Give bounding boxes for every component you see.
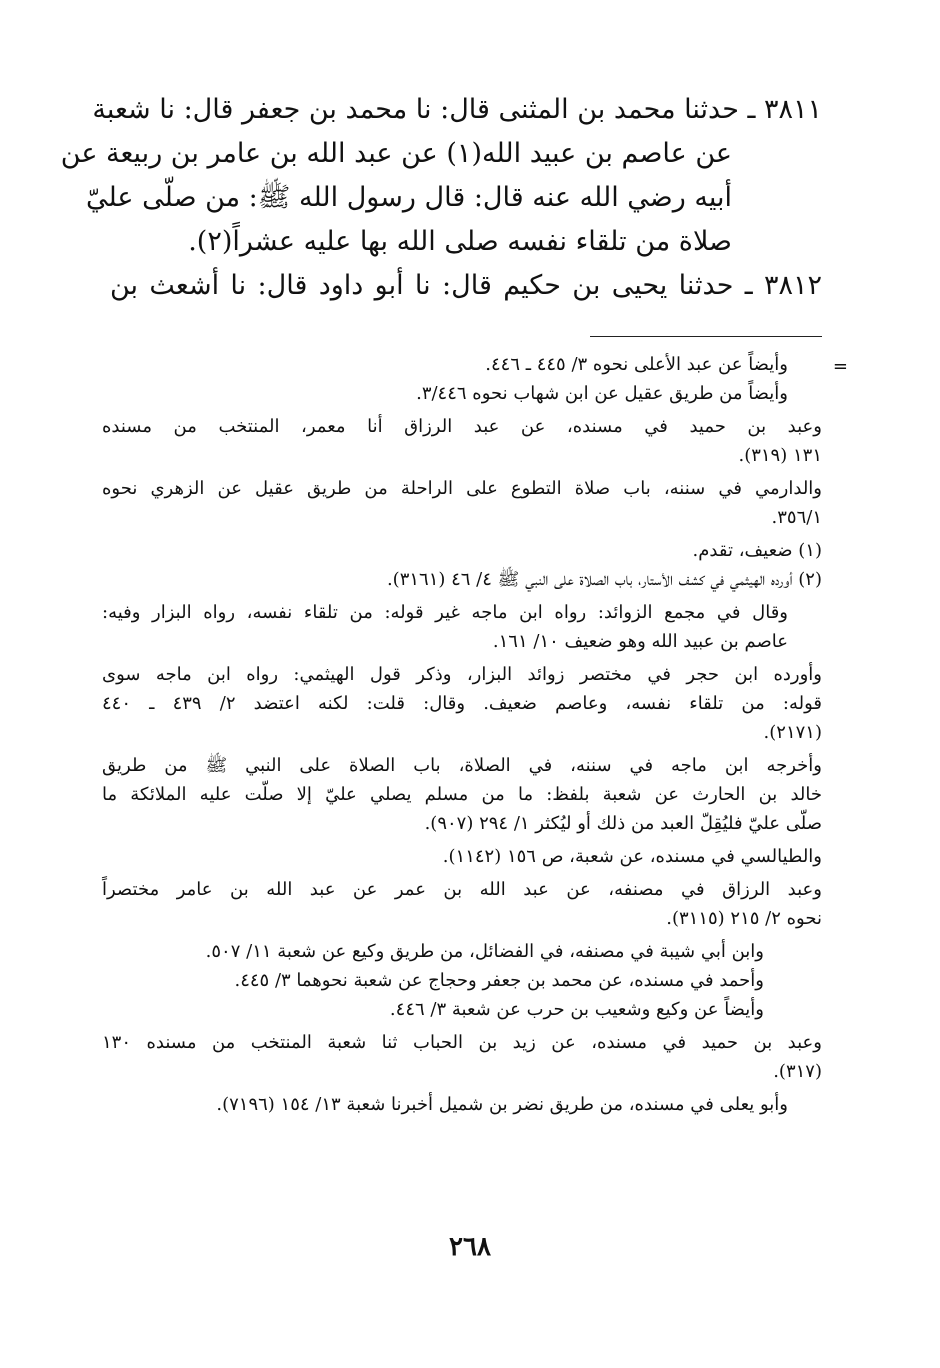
footnote-line: وأبو يعلى في مسنده، من طريق نضر بن شميل أخبرنا شعبة ١٣/ ١٥٤ (٧١٩٦). <box>216 1094 788 1115</box>
footnote-line: (٣١٧). <box>773 1061 822 1082</box>
footnote-line: قوله: من تلقاء نفسه، وعاصم ضعيف. وقال: قلت: لكنه اعتضد ٢/ ٤٣٩ ـ ٤٤٠ <box>102 693 822 714</box>
footnote-line: وأيضاً عن عبد الأعلى نحوه ٣/ ٤٤٥ ـ ٤٤٦. <box>485 354 788 375</box>
footnote-line: وقال في مجمع الزوائد: رواه ابن ماجه غير قوله: من تلقاء نفسه، رواه البزار وفيه: <box>102 602 788 623</box>
footnote-line: خالد بن الحارث عن شعبة بلفظ: ما من مسلم يصلي عليّ إلا صلّت عليه الملائكة ما <box>102 784 822 805</box>
footnote-line: صلّى عليّ فليُقِلّ العبد من ذلك أو ليُكثر ١/ ٢٩٤ (٩٠٧). <box>424 813 822 834</box>
footnote-divider <box>590 336 822 337</box>
hadith-3812-line-1: ٣٨١٢ ـ حدثنا يحيى بن حكيم قال: نا أبو داود قال: نا أشعث بن <box>110 270 822 301</box>
page-number: ٢٦٨ <box>449 1232 491 1262</box>
continuation-mark: = <box>832 356 848 377</box>
footnote-line: (٢١٧١). <box>763 722 822 743</box>
footnote-line: عاصم بن عبيد الله وهو ضعيف ١٠/ ١٦١. <box>492 631 788 652</box>
footnote-1: (١) ضعيف، تقدم. <box>692 540 822 561</box>
footnotes <box>102 350 822 1119</box>
hadith-3811-line-1: ٣٨١١ ـ حدثنا محمد بن المثنى قال: نا محمد بن جعفر قال: نا شعبة <box>92 94 822 125</box>
footnote-line: وأيضاً عن وكيع وشعيب بن حرب عن شعبة ٣/ ٤٤٦. <box>389 999 764 1020</box>
hadith-3811-line-2: عن عاصم بن عبيد الله(١) عن عبد الله بن عامر بن ربيعة عن <box>60 138 732 169</box>
footnote-line: وأورده ابن حجر في مختصر زوائد البزار، وذكر قول الهيثمي: رواه ابن ماجه سوى <box>102 664 822 685</box>
footnote-line: وأحمد في مسنده، عن محمد بن جعفر وحجاج عن شعبة نحوهما ٣/ ٤٤٥. <box>234 970 764 991</box>
footnote-line: وعبد بن حميد في مسنده، عن عبد الرزاق أنا معمر، المنتخب من مسنده <box>102 416 822 437</box>
footnote-line: وعبد الرزاق في مصنفه، عن عبد الله بن عمر عن عبد الله بن عامر مختصراً <box>102 879 822 900</box>
footnote-2: (٢) أورده الهيثمي في كشف الأستار، باب الصلاة على النبي ﷺ ٤/ ٤٦ (٣١٦١). <box>386 569 822 590</box>
footnote-line: ١٣١ (٣١٩). <box>738 445 822 466</box>
footnote-line: ٣٥٦/١. <box>771 507 822 528</box>
footnote-line: وأيضاً من طريق عقيل عن ابن شهاب نحوه ٣/٤٤٦. <box>416 383 788 404</box>
footnote-line: وأخرجه ابن ماجه في سننه، في الصلاة، باب الصلاة على النبي ﷺ من طريق <box>102 755 822 776</box>
hadith-3811-line-4: صلاة من تلقاء نفسه صلى الله بها عليه عشراً(٢). <box>188 226 732 257</box>
footnote-line: والدارمي في سننه، باب صلاة التطوع على الراحلة من طريق عقيل عن الزهري نحوه <box>102 478 822 499</box>
footnote-line: نحوه ٢/ ٢١٥ (٣١١٥). <box>666 908 822 929</box>
footnote-line: وعبد بن حميد في مسنده، عن زيد بن الحباب ثنا شعبة المنتخب من مسنده ١٣٠ <box>102 1032 822 1053</box>
footnote-line: والطيالسي في مسنده، عن شعبة، ص ١٥٦ (١١٤٢). <box>442 846 822 867</box>
footnote-line: وابن أبي شيبة في مصنفه، في الفضائل، من طريق وكيع عن شعبة ١١/ ٥٠٧. <box>205 941 764 962</box>
hadith-3811-line-3: أبيه رضي الله عنه قال: قال رسول الله ﷺ: من صلّى عليّ <box>85 182 732 213</box>
hadith-text <box>60 88 822 308</box>
